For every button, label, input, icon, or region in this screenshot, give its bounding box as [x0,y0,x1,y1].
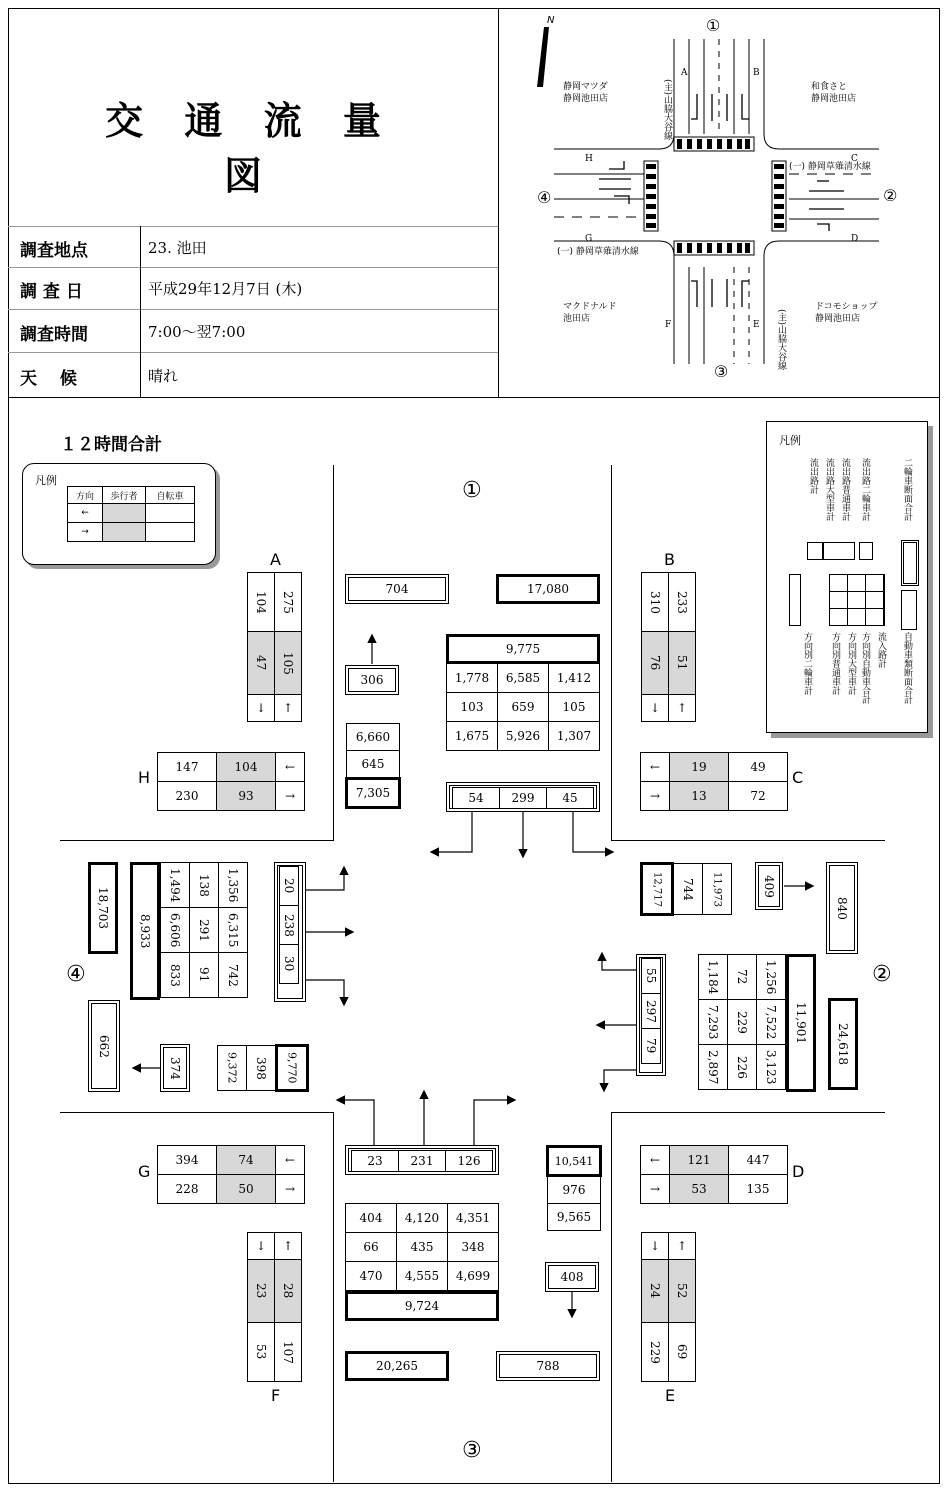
shop-ne: 和食さと静岡池田店 [811,82,857,104]
approach-1-label: ① [462,478,482,503]
east-section-total: 24,618 [828,998,858,1090]
north-bike-table: 54 299 45 [452,787,594,809]
east-two-wheel-out: 409 [755,862,783,910]
east-in-total: 11,901 [786,954,816,1092]
survey-date-value: 平成29年12月7日 (木) [148,280,303,298]
north-section-total: 17,080 [496,574,600,604]
crossing-d-label: D [792,1162,805,1181]
survey-time-value: 7:00〜翌7:00 [148,323,246,341]
west-in-total: 8,933 [130,862,160,1000]
south-bike-table: 23 231 126 [351,1150,493,1172]
crossing-e-table: ↓ ↑ 24 52 229 69 [641,1232,696,1382]
crossing-f-table: ↓ ↑ 23 28 53 107 [247,1232,302,1382]
crossing-a-table: 104 275 47 105 ↓ ↑ [247,572,302,722]
crossing-d: D [851,234,859,244]
crossing-c: C [851,154,858,164]
crossing-c-label: C [792,768,804,787]
east-matrix: 1,184 72 1,256 7,293 229 7,522 2,897 226 3,123 [698,954,786,1090]
crossing-c-table: ← 19 49 → 13 72 [640,752,788,811]
north-out-column: 6,660 645 7,305 [345,723,401,809]
weather-label: 天 候 [20,369,77,389]
crossing-b-label: B [664,550,675,569]
map-approach-2: ② [883,186,898,205]
crossing-b-table: 310 233 76 51 ↓ ↑ [641,572,696,722]
west-matrix: 1,494 138 1,356 6,606 291 6,315 833 91 742 [160,862,248,998]
road-ew-top: (一) 静岡草薙清水線 [789,162,871,172]
crossing-g: G [585,234,593,244]
north-matrix: 1,778 6,585 1,412 103 659 105 1,675 5,926 1,307 [446,663,600,751]
shop-sw: マクドナルド池田店 [563,302,617,324]
north-in-total: 9,775 [446,634,600,664]
west-bike-table: 20 238 30 [279,866,299,984]
approach-2-label: ② [872,962,892,987]
crossing-h-label: H [138,768,151,787]
survey-location-label: 調査地点 [20,241,88,261]
south-bike-section: 788 [496,1351,600,1381]
south-in-total: 9,724 [345,1291,499,1321]
shop-nw: 静岡マツダ静岡池田店 [563,82,609,104]
crossing-a: A [681,68,688,78]
survey-time-label: 調査時間 [20,325,88,345]
west-section-total: 18,703 [88,862,118,954]
section-title: １２時間合計 [60,435,162,455]
crossing-e: E [753,320,760,330]
west-out-column: 9,372 398 9,770 [217,1044,309,1092]
west-two-wheel-out: 374 [160,1044,190,1092]
south-matrix: 404 4,120 4,351 66 435 348 470 4,555 4,699 [345,1203,499,1291]
weather-value: 晴れ [148,367,179,385]
west-bike-section: 662 [88,1000,120,1092]
crossing-f: F [665,320,672,330]
small-legend: 凡例 方向 歩行者 自転車 ← → [22,463,216,565]
south-two-wheel-out: 408 [545,1262,599,1292]
crossing-a-label: A [270,550,281,569]
big-legend: 凡例 流出路計 流出路大型車計 流出路普通車計 流出路二輪車計 二輪車断面合計 方向別二輪車計 方向別普通車計 方向別大型車計 方向別自動車合計 流入路計 自動車類断面合計 [766,421,928,733]
map-approach-3: ③ [713,362,729,381]
east-bike-table: 55 297 79 [641,958,661,1064]
crossing-b: B [753,68,760,78]
crossing-h-table: 147 104 ← 230 93 → [157,752,305,811]
crossing-h: H [585,154,593,164]
crossing-g-label: G [138,1162,151,1181]
crossing-g-table: 394 74 ← 228 50 → [157,1145,305,1204]
road-ns-south: (主)山脇大谷線 [776,309,786,371]
north-two-wheel-out: 306 [345,665,399,695]
shop-se: ドコモショップ静岡池田店 [815,302,878,324]
crossing-d-table: ← 121 447 → 53 135 [640,1145,788,1204]
approach-4-label: ④ [66,962,86,987]
crossing-f-label: F [271,1386,281,1405]
survey-location-value: 23. 池田 [148,239,207,257]
page-title: 交 通 流 量 図 [105,99,395,198]
south-section-total: 20,265 [345,1351,449,1381]
crossing-e-label: E [665,1386,676,1405]
road-ns-north: (主)山脇大谷線 [662,79,672,141]
north-label: N [547,15,555,26]
north-bike-section: 704 [345,574,449,604]
map-approach-4: ④ [537,188,552,207]
survey-date-label: 調 査 日 [20,282,83,302]
east-bike-section: 840 [826,862,858,954]
approach-3-label: ③ [462,1438,482,1463]
east-out-column: 12,717 744 11,973 [640,862,732,916]
map-approach-1: ① [705,16,721,35]
south-out-column: 10,541 976 9,565 [546,1145,602,1231]
road-ew-bottom: (一) 静岡草薙清水線 [557,247,639,257]
